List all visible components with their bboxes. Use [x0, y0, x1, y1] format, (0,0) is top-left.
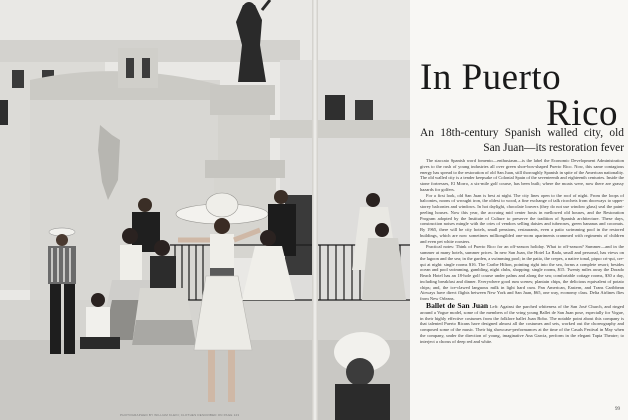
body-paragraph: The staccato Spanish word fomento—enthusiasm—is the label the Economic Development Administration gives to the rush of young industries all over green shoe-box-shaped Puerto Rico. Now, this same contagious energy has spread to the restoration of old San Juan, still thoroughly Spanish in spite of the American nationality. The old walled city is a tender keepsake of Colonial Spain of the seventeenth and eighteenth centuries. Inside the stone fortresses, El Morro, a six-mile golf course, has been built; where the moats were, now there are grassy hazards for golfers.	[420, 158, 624, 192]
ballet-caption-text: Left: Against the parched whiteness of the San José Church, and ringed around a Vogue model, some of the members of the vring young Ballet de San Juan pose, especially for Vogue, in their highly effective costumes from the folklore ballet Juan Bobo. The notable point about this company is that talented Puerto Ricans have designed almost all the costumes and sets, worked out the choreography and composed some of the music. Their big showcase-performances at the time of the Casals Festival in May when the company, under the direction of young, imaginative Ana Garcia, perform in the elegant Tapia Theatre; to interject a chorus of deep red and white.	[420, 303, 625, 344]
body-paragraph: For a first look, old San Juan is best at night. The city lines open to the roof of night. From the loops of balconies, noons of wrought iron, the oldest to wood, a fine exchange of talk ricochets from doorways to upper-storey balconies and windows. In hot daylight, chocolate louvers (they do not use window glass) seal the paint-peeling houses. Now this year, the accruing mid center hosts in mellowed old houses, and the Restoration Program adopted by the Institute of Culture to preserve the tradition of Spanish architecture. These days, construction noises mingle with the cries of vendors selling daisies and tuberoses, green bananas and coconuts. By 1965, there will be city hotels, small pensions, restaurants, even a patio swimming pool in the restored buildings, which are now sometimes milliongilded one-room apartments crammed with regiments of children and even pet white roosters.	[420, 192, 624, 244]
ballet-subhead: Ballet de San Juan	[426, 300, 489, 310]
article-headline	[420, 56, 620, 134]
page-number: 99	[615, 407, 620, 412]
page-gutter	[312, 0, 318, 420]
body-paragraph-ballet	[420, 302, 624, 345]
photo-credit: PHOTOGRAPHED BY WILLIAM KLEIN; CLOTHES DESCRIBED ON PAGE 123	[120, 413, 240, 417]
headline-line-2: Rico	[546, 92, 618, 134]
article-deck: An 18th-century Spanish walled city, old San Juan—its restoration fever	[420, 127, 624, 154]
article-text-column	[410, 0, 628, 420]
body-paragraph: Practical notes: Think of Puerto Rico for an off-season holiday. What to off-season? Summer—and in the summer at many hotels, summer prices. In new San Juan, the Hotel La Rada, small and personal, has views on the lagoon and the sea; in the garden, a swimming pool; in the patio, the crepes, a native tonal, piquo cri-qui, cre-qui at night: single rooms $16. The Caribe Hilton, pointing right into the sea, forms a complete resort; besides ocean and pool swimming, gambling, night clubs, shopping: single rooms, $15. Twenty miles away the Dorado Beach Hotel has an 18-hole golf course under palms and along the sea; comfortable cottage rooms, $30 a day, including breakfast and dinner. Everywhere good rum scenes; plantain chips, the delicious equivalent of potato chips; and, the ice-clawed languous milk in light hard cum. Pan American, Eastern, and Trans Caribbean Airways have direct flights between New York and San Juan, $65, one way, economy class. Delta Airlines flies from New Orleans.	[420, 244, 624, 301]
article-body	[420, 158, 624, 344]
headline-line-1: In Puerto	[420, 56, 562, 98]
